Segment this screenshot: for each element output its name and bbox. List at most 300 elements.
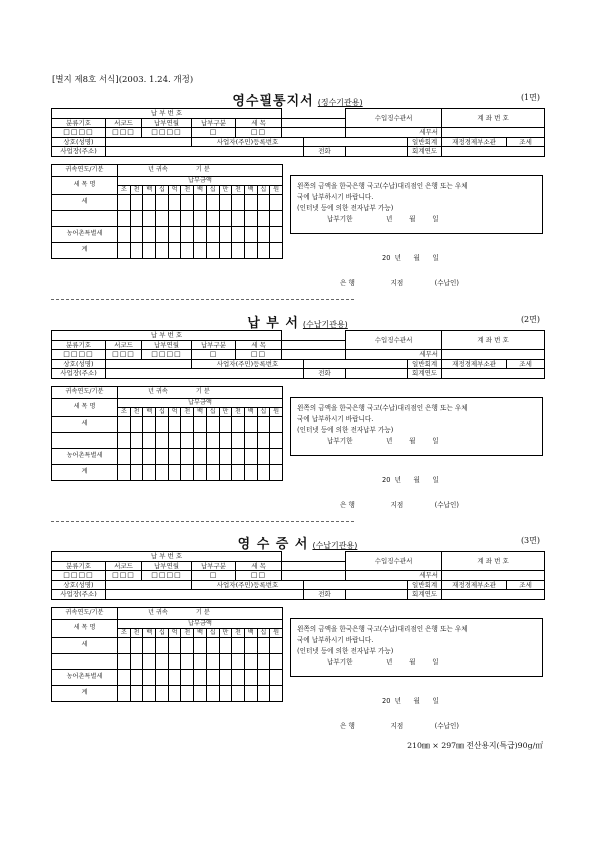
- amount-digit-cell[interactable]: [244, 464, 257, 480]
- tax-item-field[interactable]: □□: [236, 571, 282, 581]
- digit-unit-label: 만: [219, 185, 232, 194]
- amount-digit-cell[interactable]: [257, 448, 270, 464]
- amount-digit-cell[interactable]: [232, 194, 245, 210]
- cut-line: [51, 521, 354, 522]
- amount-digit-cell[interactable]: [232, 685, 245, 701]
- amount-digit-cell[interactable]: [232, 448, 245, 464]
- amount-digit-cell[interactable]: [270, 653, 283, 669]
- business-address-label: 사업장(주소): [52, 147, 106, 157]
- amount-digit-cell[interactable]: [257, 637, 270, 653]
- tax-office-label: 세무서: [346, 571, 442, 581]
- amount-digit-cell[interactable]: [270, 226, 283, 242]
- due-date-line: 납부기한 년 월 일: [327, 437, 439, 445]
- payment-amount-label: 납부금액: [118, 176, 283, 185]
- amount-digit-cell[interactable]: [181, 242, 194, 258]
- amount-digit-cell[interactable]: [156, 242, 169, 258]
- amount-digit-cell[interactable]: [206, 669, 219, 685]
- payment-type-field[interactable]: □: [192, 128, 236, 138]
- bank-stamp-line: 은 행 지점 (수납인): [340, 279, 459, 287]
- amount-digit-cell[interactable]: [244, 637, 257, 653]
- notice-line: (인터넷 등에 의한 전자납부 가능): [297, 426, 394, 434]
- amount-digit-cell[interactable]: [206, 432, 219, 448]
- digit-unit-label: 백: [194, 628, 207, 637]
- payment-number-header: 납 부 번 호: [52, 109, 282, 119]
- rural-special-tax-label: 농어촌특별세: [52, 448, 118, 464]
- registration-number-label: 사업자(주민)등록번호: [192, 137, 304, 147]
- amount-digit-cell[interactable]: [206, 653, 219, 669]
- digit-unit-label: 백: [194, 407, 207, 416]
- amount-digit-cell[interactable]: [181, 416, 194, 432]
- digit-unit-label: 십: [257, 185, 270, 194]
- amount-digit-cell[interactable]: [194, 242, 207, 258]
- page-number: (2면): [520, 315, 540, 324]
- amount-digit-cell[interactable]: [232, 637, 245, 653]
- amount-digit-cell[interactable]: [219, 685, 232, 701]
- amount-digit-cell[interactable]: [244, 416, 257, 432]
- amount-table: [51, 386, 283, 481]
- amount-digit-cell[interactable]: [130, 210, 143, 226]
- amount-digit-cell[interactable]: [181, 653, 194, 669]
- amount-digit-cell[interactable]: [181, 669, 194, 685]
- amount-digit-cell[interactable]: [156, 432, 169, 448]
- phone-field[interactable]: [346, 369, 408, 379]
- amount-digit-cell[interactable]: [194, 685, 207, 701]
- amount-digit-cell[interactable]: [130, 653, 143, 669]
- digit-unit-label: 십: [156, 628, 169, 637]
- digit-unit-label: 십: [206, 407, 219, 416]
- amount-digit-cell[interactable]: [244, 448, 257, 464]
- amount-digit-cell[interactable]: [130, 432, 143, 448]
- amount-digit-cell[interactable]: [219, 669, 232, 685]
- amount-digit-cell[interactable]: [206, 685, 219, 701]
- total-row-label: 계: [52, 685, 118, 701]
- amount-digit-cell[interactable]: [232, 242, 245, 258]
- amount-digit-cell[interactable]: [130, 194, 143, 210]
- fiscal-year-label: 회계연도: [408, 147, 442, 157]
- tax-label: 조세: [507, 137, 545, 147]
- amount-digit-cell[interactable]: [130, 416, 143, 432]
- business-name-field[interactable]: [106, 580, 192, 590]
- amount-digit-cell[interactable]: [244, 685, 257, 701]
- digit-unit-label: 만: [219, 628, 232, 637]
- registration-number-field[interactable]: [304, 580, 408, 590]
- amount-digit-cell[interactable]: [232, 226, 245, 242]
- digit-unit-label: 조: [118, 628, 131, 637]
- receipt-date-line: 20 년 월 일: [382, 697, 439, 705]
- phone-label: 전화: [304, 147, 346, 157]
- office-code-label: 서코드: [106, 561, 142, 571]
- amount-digit-cell[interactable]: [143, 448, 156, 464]
- amount-digit-cell[interactable]: [118, 685, 131, 701]
- amount-digit-cell[interactable]: [232, 210, 245, 226]
- digit-unit-label: 십: [257, 628, 270, 637]
- amount-digit-cell[interactable]: [130, 242, 143, 258]
- amount-digit-cell[interactable]: [168, 637, 181, 653]
- amount-digit-cell[interactable]: [118, 653, 131, 669]
- digit-unit-label: 십: [156, 185, 169, 194]
- amount-digit-cell[interactable]: [181, 448, 194, 464]
- amount-digit-cell[interactable]: [156, 653, 169, 669]
- amount-digit-cell[interactable]: [257, 685, 270, 701]
- amount-digit-cell[interactable]: [219, 464, 232, 480]
- amount-digit-cell[interactable]: [194, 210, 207, 226]
- attribution-year-text: 년 귀속: [148, 166, 168, 173]
- general-account-label: 일반회계: [408, 580, 442, 590]
- amount-digit-cell[interactable]: [181, 226, 194, 242]
- fiscal-year-field[interactable]: [442, 590, 545, 600]
- amount-digit-cell[interactable]: [219, 653, 232, 669]
- registration-number-label: 사업자(주민)등록번호: [192, 580, 304, 590]
- amount-digit-cell[interactable]: [270, 448, 283, 464]
- due-date-line: 납부기한 년 월 일: [327, 658, 439, 666]
- page-number: (1면): [520, 93, 540, 102]
- amount-digit-cell[interactable]: [270, 194, 283, 210]
- attribution-year-text: 년 귀속: [148, 388, 168, 395]
- classification-code-field[interactable]: □□□□: [52, 128, 106, 138]
- digit-unit-label: 십: [206, 628, 219, 637]
- amount-digit-cell[interactable]: [194, 448, 207, 464]
- amount-digit-cell[interactable]: [244, 210, 257, 226]
- cut-line: [51, 299, 354, 300]
- payment-month-field[interactable]: □□□□: [142, 350, 192, 360]
- amount-digit-cell[interactable]: [156, 669, 169, 685]
- amount-digit-cell[interactable]: [130, 669, 143, 685]
- amount-digit-cell[interactable]: [232, 416, 245, 432]
- digit-unit-label: 백: [244, 185, 257, 194]
- amount-digit-cell[interactable]: [168, 653, 181, 669]
- registration-number-label: 사업자(주민)등록번호: [192, 359, 304, 369]
- receipt-date-line: 20 년 월 일: [382, 254, 439, 262]
- amount-digit-cell[interactable]: [118, 416, 131, 432]
- notice-line: (인터넷 등에 의한 전자납부 가능): [297, 647, 394, 655]
- notice-line: 왼쪽의 금액을 한국은행 국고(수납)대리점인 은행 또는 우체: [297, 182, 468, 190]
- amount-digit-cell[interactable]: [130, 464, 143, 480]
- amount-digit-cell[interactable]: [257, 653, 270, 669]
- section-title: 영 수 증 서 (수납기관용): [237, 537, 358, 552]
- classification-code-field[interactable]: □□□□: [52, 571, 106, 581]
- general-account-label: 일반회계: [408, 359, 442, 369]
- amount-digit-cell[interactable]: [219, 242, 232, 258]
- amount-digit-cell[interactable]: [257, 416, 270, 432]
- amount-digit-cell[interactable]: [181, 194, 194, 210]
- amount-digit-cell[interactable]: [257, 464, 270, 480]
- amount-digit-cell[interactable]: [270, 416, 283, 432]
- amount-digit-cell[interactable]: [257, 210, 270, 226]
- amount-digit-cell[interactable]: [244, 242, 257, 258]
- collection-office-label: 수입징수관서: [346, 552, 442, 571]
- amount-digit-cell[interactable]: [232, 653, 245, 669]
- amount-digit-cell[interactable]: [206, 194, 219, 210]
- ministry-label: 재정경제부소관: [442, 359, 507, 369]
- amount-digit-cell[interactable]: [143, 226, 156, 242]
- amount-digit-cell[interactable]: [270, 242, 283, 258]
- tax-item-name-label: 세 목 명: [52, 176, 118, 194]
- amount-digit-cell[interactable]: [244, 432, 257, 448]
- amount-digit-cell[interactable]: [244, 669, 257, 685]
- amount-digit-cell[interactable]: [143, 669, 156, 685]
- digit-unit-label: 억: [168, 628, 181, 637]
- amount-digit-cell[interactable]: [181, 432, 194, 448]
- amount-digit-cell[interactable]: [270, 432, 283, 448]
- notice-line: 국에 납부하시기 바랍니다.: [297, 636, 374, 644]
- amount-digit-cell[interactable]: [118, 464, 131, 480]
- section-title: 납 부 서 (수납기관용): [247, 316, 348, 331]
- amount-digit-cell[interactable]: [118, 432, 131, 448]
- amount-digit-cell[interactable]: [219, 432, 232, 448]
- account-number-label: 계 좌 번 호: [442, 331, 545, 350]
- payment-type-field[interactable]: □: [192, 350, 236, 360]
- amount-digit-cell[interactable]: [156, 448, 169, 464]
- amount-digit-cell[interactable]: [118, 226, 131, 242]
- rural-special-tax-label: 농어촌특별세: [52, 669, 118, 685]
- rural-special-tax-label: 농어촌특별세: [52, 226, 118, 242]
- receipt-date-line: 20 년 월 일: [382, 476, 439, 484]
- payment-type-label: 납부구분: [192, 118, 236, 128]
- amount-digit-cell[interactable]: [143, 637, 156, 653]
- amount-digit-cell[interactable]: [181, 685, 194, 701]
- amount-digit-cell[interactable]: [270, 464, 283, 480]
- amount-digit-cell[interactable]: [156, 416, 169, 432]
- amount-digit-cell[interactable]: [257, 669, 270, 685]
- paper-spec: 210㎜ × 297㎜ 전산용지(특급)90g/㎡: [407, 741, 543, 750]
- digit-unit-label: 십: [206, 185, 219, 194]
- amount-digit-cell[interactable]: [168, 416, 181, 432]
- amount-digit-cell[interactable]: [194, 194, 207, 210]
- amount-digit-cell[interactable]: [244, 226, 257, 242]
- digit-unit-label: 천: [181, 407, 194, 416]
- amount-digit-cell[interactable]: [270, 685, 283, 701]
- section-title: 영수필통지서 (징수기관용): [232, 94, 363, 109]
- amount-digit-cell[interactable]: [168, 448, 181, 464]
- payment-month-field[interactable]: □□□□: [142, 128, 192, 138]
- amount-digit-cell[interactable]: [194, 416, 207, 432]
- amount-digit-cell[interactable]: [156, 637, 169, 653]
- amount-digit-cell[interactable]: [118, 210, 131, 226]
- amount-digit-cell[interactable]: [257, 226, 270, 242]
- amount-digit-cell[interactable]: [181, 637, 194, 653]
- amount-digit-cell[interactable]: [206, 464, 219, 480]
- amount-digit-cell[interactable]: [143, 416, 156, 432]
- business-name-label: 상호(성명): [52, 580, 106, 590]
- amount-digit-cell[interactable]: [143, 242, 156, 258]
- amount-digit-cell[interactable]: [206, 210, 219, 226]
- business-address-field[interactable]: [106, 147, 304, 157]
- digit-unit-label: 십: [156, 407, 169, 416]
- ministry-label: 재정경제부소관: [442, 137, 507, 147]
- tax-item-name-label: 세 목 명: [52, 619, 118, 637]
- tax-item-field[interactable]: □□: [236, 350, 282, 360]
- amount-digit-cell[interactable]: [143, 210, 156, 226]
- tax-item-label: 세 목: [236, 340, 282, 350]
- amount-digit-cell[interactable]: [168, 242, 181, 258]
- digit-unit-label: 천: [232, 185, 245, 194]
- digit-unit-label: 백: [244, 407, 257, 416]
- amount-digit-cell[interactable]: [130, 685, 143, 701]
- bank-stamp-line: 은 행 지점 (수납인): [340, 722, 459, 730]
- business-name-field[interactable]: [106, 359, 192, 369]
- notice-line: 국에 납부하시기 바랍니다.: [297, 415, 374, 423]
- amount-digit-cell[interactable]: [130, 226, 143, 242]
- amount-digit-cell[interactable]: [156, 226, 169, 242]
- tax-item-label: 세 목: [236, 561, 282, 571]
- period-text: 기 분: [195, 388, 210, 395]
- digit-unit-label: 백: [143, 628, 156, 637]
- amount-digit-cell[interactable]: [118, 448, 131, 464]
- taxpayer-info-table: [51, 551, 545, 600]
- amount-digit-cell[interactable]: [232, 669, 245, 685]
- amount-digit-cell[interactable]: [168, 194, 181, 210]
- amount-digit-cell[interactable]: [244, 194, 257, 210]
- amount-digit-cell[interactable]: [194, 464, 207, 480]
- digit-unit-label: 원: [270, 407, 283, 416]
- fiscal-year-field[interactable]: [442, 369, 545, 379]
- attribution-year-label: 귀속연도/기분: [52, 607, 118, 619]
- collection-office-label: 수입징수관서: [346, 109, 442, 128]
- amount-digit-cell[interactable]: [181, 464, 194, 480]
- amount-digit-cell[interactable]: [219, 448, 232, 464]
- amount-digit-cell[interactable]: [143, 432, 156, 448]
- amount-table: [51, 164, 283, 259]
- digit-unit-label: 조: [118, 185, 131, 194]
- taxpayer-info-table: [51, 108, 545, 157]
- fiscal-year-field[interactable]: [442, 147, 545, 157]
- amount-digit-cell[interactable]: [181, 210, 194, 226]
- general-account-label: 일반회계: [408, 137, 442, 147]
- payment-month-label: 납부연월: [142, 561, 192, 571]
- amount-digit-cell[interactable]: [257, 194, 270, 210]
- business-name-field[interactable]: [106, 137, 192, 147]
- amount-digit-cell[interactable]: [168, 432, 181, 448]
- amount-digit-cell[interactable]: [118, 637, 131, 653]
- amount-digit-cell[interactable]: [168, 669, 181, 685]
- digit-unit-label: 백: [143, 185, 156, 194]
- account-number-label: 계 좌 번 호: [442, 109, 545, 128]
- amount-digit-cell[interactable]: [219, 210, 232, 226]
- payment-type-field[interactable]: □: [192, 571, 236, 581]
- notice-line: (인터넷 등에 의한 전자납부 가능): [297, 204, 394, 212]
- phone-field[interactable]: [346, 147, 408, 157]
- total-row-label: 계: [52, 242, 118, 258]
- amount-digit-cell[interactable]: [156, 464, 169, 480]
- registration-number-field[interactable]: [304, 359, 408, 369]
- amount-digit-cell[interactable]: [219, 637, 232, 653]
- fiscal-year-label: 회계연도: [408, 369, 442, 379]
- amount-digit-cell[interactable]: [194, 432, 207, 448]
- tax-row-label: 세: [52, 637, 118, 653]
- office-code-field[interactable]: □□□: [106, 128, 142, 138]
- amount-digit-cell[interactable]: [194, 226, 207, 242]
- digit-unit-label: 천: [130, 185, 143, 194]
- amount-digit-cell[interactable]: [206, 448, 219, 464]
- amount-digit-cell[interactable]: [156, 210, 169, 226]
- amount-digit-cell[interactable]: [118, 242, 131, 258]
- office-code-field[interactable]: □□□: [106, 571, 142, 581]
- digit-unit-label: 만: [219, 407, 232, 416]
- business-address-label: 사업장(주소): [52, 369, 106, 379]
- tax-item-field[interactable]: □□: [236, 128, 282, 138]
- page-number: (3면): [520, 536, 540, 545]
- classification-code-label: 분류기호: [52, 561, 106, 571]
- amount-digit-cell[interactable]: [219, 194, 232, 210]
- business-address-label: 사업장(주소): [52, 590, 106, 600]
- amount-digit-cell[interactable]: [130, 637, 143, 653]
- digit-unit-label: 천: [130, 628, 143, 637]
- digit-unit-label: 조: [118, 407, 131, 416]
- due-date-line: 납부기한 년 월 일: [327, 215, 439, 223]
- payment-type-label: 납부구분: [192, 561, 236, 571]
- digit-unit-label: 백: [244, 628, 257, 637]
- business-address-field[interactable]: [106, 369, 304, 379]
- payment-amount-label: 납부금액: [118, 398, 283, 407]
- digit-unit-label: 천: [130, 407, 143, 416]
- amount-table: [51, 607, 283, 702]
- phone-field[interactable]: [346, 590, 408, 600]
- amount-digit-cell[interactable]: [168, 685, 181, 701]
- office-code-label: 서코드: [106, 340, 142, 350]
- amount-digit-cell[interactable]: [206, 416, 219, 432]
- amount-digit-cell[interactable]: [232, 432, 245, 448]
- total-row-label: 계: [52, 464, 118, 480]
- amount-digit-cell[interactable]: [194, 637, 207, 653]
- digit-unit-label: 원: [270, 628, 283, 637]
- payment-notice-box: [290, 397, 543, 456]
- amount-digit-cell[interactable]: [194, 669, 207, 685]
- attribution-year-label: 귀속연도/기분: [52, 164, 118, 176]
- payment-amount-label: 납부금액: [118, 619, 283, 628]
- amount-digit-cell[interactable]: [143, 685, 156, 701]
- digit-unit-label: 백: [143, 407, 156, 416]
- attribution-year-text: 년 귀속: [148, 609, 168, 616]
- amount-digit-cell[interactable]: [257, 242, 270, 258]
- amount-digit-cell[interactable]: [143, 464, 156, 480]
- amount-digit-cell[interactable]: [270, 669, 283, 685]
- amount-digit-cell[interactable]: [206, 637, 219, 653]
- bank-stamp-line: 은 행 지점 (수납인): [340, 501, 459, 509]
- tax-label: 조세: [507, 580, 545, 590]
- fiscal-year-label: 회계연도: [408, 590, 442, 600]
- payment-type-label: 납부구분: [192, 340, 236, 350]
- amount-digit-cell[interactable]: [143, 653, 156, 669]
- payment-month-field[interactable]: □□□□: [142, 571, 192, 581]
- registration-number-field[interactable]: [304, 137, 408, 147]
- amount-digit-cell[interactable]: [118, 194, 131, 210]
- amount-digit-cell[interactable]: [270, 210, 283, 226]
- amount-digit-cell[interactable]: [168, 464, 181, 480]
- amount-digit-cell[interactable]: [168, 210, 181, 226]
- amount-digit-cell[interactable]: [244, 653, 257, 669]
- amount-digit-cell[interactable]: [118, 669, 131, 685]
- classification-code-field[interactable]: □□□□: [52, 350, 106, 360]
- amount-digit-cell[interactable]: [168, 226, 181, 242]
- amount-digit-cell[interactable]: [206, 226, 219, 242]
- amount-digit-cell[interactable]: [143, 194, 156, 210]
- digit-unit-label: 십: [257, 407, 270, 416]
- amount-digit-cell[interactable]: [219, 416, 232, 432]
- notice-line: 왼쪽의 금액을 한국은행 국고(수납)대리점인 은행 또는 우체: [297, 625, 468, 633]
- amount-digit-cell[interactable]: [130, 448, 143, 464]
- amount-digit-cell[interactable]: [219, 226, 232, 242]
- amount-digit-cell[interactable]: [270, 637, 283, 653]
- amount-digit-cell[interactable]: [156, 194, 169, 210]
- digit-unit-label: 백: [194, 185, 207, 194]
- amount-digit-cell[interactable]: [194, 653, 207, 669]
- amount-digit-cell[interactable]: [156, 685, 169, 701]
- amount-digit-cell[interactable]: [232, 464, 245, 480]
- business-address-field[interactable]: [106, 590, 304, 600]
- amount-digit-cell[interactable]: [206, 242, 219, 258]
- office-code-field[interactable]: □□□: [106, 350, 142, 360]
- amount-digit-cell[interactable]: [257, 432, 270, 448]
